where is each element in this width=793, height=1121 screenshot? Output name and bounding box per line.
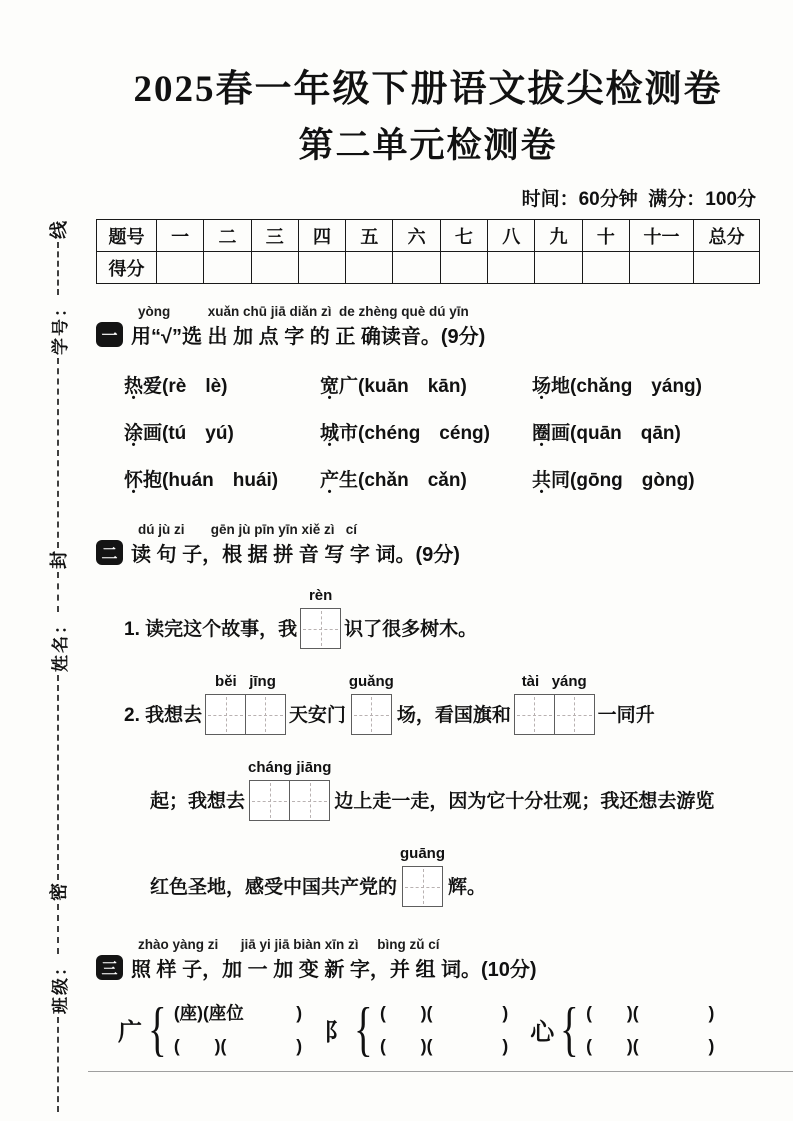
score-table xyxy=(96,219,760,284)
student-id-field-label: 学号： xyxy=(50,298,70,355)
word-rest: 爱 xyxy=(143,376,163,398)
word-rest: 抱 xyxy=(143,470,163,492)
brace: { xyxy=(148,995,167,1062)
dotted-character: 圈 xyxy=(532,423,552,445)
score-col-header: 十一 xyxy=(630,220,694,252)
writing-box xyxy=(402,866,443,907)
word-item xyxy=(320,371,532,398)
writing-box xyxy=(351,694,392,735)
box-row xyxy=(514,694,595,735)
dotted-character: 共 xyxy=(532,470,552,492)
score-cell xyxy=(694,252,760,284)
writing-box-group xyxy=(514,673,595,735)
dotted-character: 产 xyxy=(320,470,340,492)
box-row xyxy=(205,694,286,735)
pinyin-options: (chǎn cǎn) xyxy=(358,470,467,492)
section-2-number-badge: 二 xyxy=(96,540,123,565)
writing-box-group xyxy=(400,845,445,907)
answer-row: (座)(座位 ) xyxy=(173,1003,303,1024)
paper-content xyxy=(96,0,760,1062)
box-pinyin: guāng xyxy=(400,845,446,863)
radical-group xyxy=(530,995,715,1062)
word-rest: 广 xyxy=(339,376,359,398)
time-score-info: 时间：60分钟 满分：100分 xyxy=(521,189,756,211)
dotted-character: 怀 xyxy=(124,470,144,492)
radical-group xyxy=(118,995,303,1062)
seal-char-xian: 线 xyxy=(49,221,69,239)
answer-row: ( )( ) xyxy=(379,1003,509,1024)
dotted-character: 宽 xyxy=(320,376,340,398)
pinyin-choice-grid xyxy=(124,371,760,492)
sentence-text: 边上走一走，因为它十分壮观；我还想去游览 xyxy=(334,790,715,812)
radical-exercise-row xyxy=(118,995,760,1062)
answer-row: ( )( ) xyxy=(379,1036,509,1057)
word-item xyxy=(124,418,320,445)
score-cell xyxy=(157,252,204,284)
section-2-title: 读 句 子，根 据 拼 音 写 字 词。(9分) xyxy=(131,544,460,567)
dotted-character: 涂 xyxy=(124,423,144,445)
writing-box-group xyxy=(349,673,394,735)
score-cell xyxy=(630,252,694,284)
seal-dash xyxy=(57,1017,59,1112)
score-col-header: 四 xyxy=(298,220,345,252)
writing-box xyxy=(245,694,286,735)
word-rest: 市 xyxy=(339,423,359,445)
word-item xyxy=(124,371,320,398)
section-2 xyxy=(96,522,760,907)
score-col-header: 三 xyxy=(251,220,298,252)
writing-box xyxy=(289,780,330,821)
answer-row: ( )( ) xyxy=(586,1036,715,1057)
score-col-header: 二 xyxy=(204,220,251,252)
section-3 xyxy=(96,937,760,1062)
word-rest: 地 xyxy=(551,376,571,398)
word-item xyxy=(532,371,760,398)
score-cell xyxy=(346,252,393,284)
box-pinyin: tài yáng xyxy=(521,673,587,691)
score-col-header: 五 xyxy=(346,220,393,252)
seal-dash xyxy=(57,675,59,880)
pinyin-options: (quān qān) xyxy=(570,423,681,445)
seal-dash xyxy=(57,358,59,548)
word-rest: 同 xyxy=(551,470,571,492)
section-3-title: 照 样 子，加 一 加 变 新 字，并 组 词。(10分) xyxy=(131,959,537,982)
section-1-pinyin: yòng xuǎn chū jiā diǎn zì de zhèng què dú yīn xyxy=(138,304,469,320)
radical-character: 阝 xyxy=(324,1018,349,1046)
score-cell xyxy=(488,252,535,284)
sentence-2-line-2 xyxy=(150,759,760,821)
score-table-header-row xyxy=(97,220,760,252)
seal-char-feng: 封 xyxy=(49,551,69,569)
writing-box xyxy=(554,694,595,735)
pinyin-options: (gōng gòng) xyxy=(570,470,695,492)
answer-row: ( )( ) xyxy=(173,1036,303,1057)
word-item xyxy=(124,465,320,492)
score-col-header: 十 xyxy=(582,220,629,252)
score-table-score-row xyxy=(97,252,760,284)
box-pinyin: cháng jiāng xyxy=(248,759,332,777)
section-1-number-badge: 一 xyxy=(96,322,123,347)
box-row xyxy=(402,866,443,907)
score-col-header: 一 xyxy=(157,220,204,252)
box-row xyxy=(249,780,330,821)
section-2-pinyin: dú jù zi gēn jù pīn yīn xiě zì cí xyxy=(138,522,358,538)
pinyin-options: (huán huái) xyxy=(162,470,279,492)
score-cell xyxy=(298,252,345,284)
radical-character: 心 xyxy=(530,1018,555,1046)
section-3-heading xyxy=(96,953,760,982)
word-rest: 画 xyxy=(551,423,571,445)
brace: { xyxy=(560,995,580,1062)
sentence-text: 1. 读完这个故事，我 xyxy=(124,618,298,640)
exam-title: 2025春一年级下册语文拔尖检测卷 xyxy=(133,69,723,110)
score-cell xyxy=(440,252,487,284)
box-row xyxy=(300,608,341,649)
answer-rows xyxy=(586,1000,714,1058)
writing-box xyxy=(514,694,555,735)
section-1 xyxy=(96,304,760,492)
pinyin-options: (chéng céng) xyxy=(358,423,490,445)
sentence-text: 识了很多树木。 xyxy=(344,618,478,640)
score-col-header: 九 xyxy=(535,220,582,252)
exam-subtitle: 第二单元检测卷 xyxy=(298,126,558,166)
word-item xyxy=(320,465,532,492)
seal-dash xyxy=(57,242,59,295)
box-pinyin: guǎng xyxy=(348,673,394,691)
sentence-1 xyxy=(124,587,760,649)
sentence-text: 场，看国旗和 xyxy=(396,704,511,726)
answer-rows xyxy=(174,1000,302,1058)
section-3-number-badge: 三 xyxy=(96,955,123,980)
sentence-2-line-3 xyxy=(150,845,760,907)
writing-box-group xyxy=(300,587,341,649)
seal-char-mi: 密 xyxy=(49,883,69,901)
writing-box xyxy=(205,694,246,735)
word-rest: 生 xyxy=(339,470,359,492)
box-pinyin: rèn xyxy=(308,587,333,605)
writing-box xyxy=(249,780,290,821)
answer-rows xyxy=(380,1000,508,1058)
section-2-heading xyxy=(96,538,760,567)
writing-box xyxy=(300,608,341,649)
page-fold-line xyxy=(88,1071,793,1072)
section-1-heading xyxy=(96,320,760,349)
pinyin-options: (kuān kān) xyxy=(358,376,467,398)
pinyin-options: (chǎng yáng) xyxy=(570,376,702,398)
sentence-text: 红色圣地，感受中国共产党的 xyxy=(150,876,398,898)
seal-dash xyxy=(57,904,59,954)
sentence-text: 起；我想去 xyxy=(150,790,246,812)
name-field-label: 姓名： xyxy=(50,615,70,672)
score-cell xyxy=(582,252,629,284)
writing-box-group xyxy=(248,759,331,821)
sentence-text: 2. 我想去 xyxy=(124,704,203,726)
answer-row: ( )( ) xyxy=(586,1003,715,1024)
section-1-title: 用“√”选 出 加 点 字 的 正 确读音。(9分) xyxy=(131,326,486,349)
word-rest: 画 xyxy=(143,423,163,445)
sentence-text: 辉。 xyxy=(448,876,487,898)
seal-line xyxy=(42,62,74,1112)
score-cell xyxy=(251,252,298,284)
box-pinyin: běi jīng xyxy=(215,673,276,691)
score-col-header: 七 xyxy=(440,220,487,252)
word-item xyxy=(532,465,760,492)
dotted-character: 城 xyxy=(320,423,340,445)
writing-box-group xyxy=(205,673,286,735)
score-cell xyxy=(204,252,251,284)
score-col-header: 八 xyxy=(488,220,535,252)
dotted-character: 场 xyxy=(532,376,552,398)
word-item xyxy=(320,418,532,445)
dotted-character: 热 xyxy=(124,376,144,398)
radical-character: 广 xyxy=(118,1018,142,1046)
score-row-label: 得分 xyxy=(97,252,157,284)
word-item xyxy=(532,418,760,445)
section-3-pinyin: zhào yàng zi jiā yi jiā biàn xīn zì bìng zǔ cí xyxy=(138,937,440,953)
score-cell xyxy=(393,252,440,284)
pinyin-options: (tú yú) xyxy=(162,423,234,445)
radical-group xyxy=(324,995,509,1062)
score-col-header: 总分 xyxy=(694,220,760,252)
sentence-text: 一同升 xyxy=(597,704,655,726)
class-field-label: 班级： xyxy=(50,957,70,1014)
sentence-2-line-1 xyxy=(124,673,760,735)
pinyin-options: (rè lè) xyxy=(162,376,228,398)
score-cell xyxy=(535,252,582,284)
score-table-corner: 题号 xyxy=(97,220,157,252)
brace: { xyxy=(354,995,373,1062)
seal-dash xyxy=(57,572,59,612)
sentence-text: 天安门 xyxy=(288,704,346,726)
box-row xyxy=(351,694,392,735)
score-col-header: 六 xyxy=(393,220,440,252)
